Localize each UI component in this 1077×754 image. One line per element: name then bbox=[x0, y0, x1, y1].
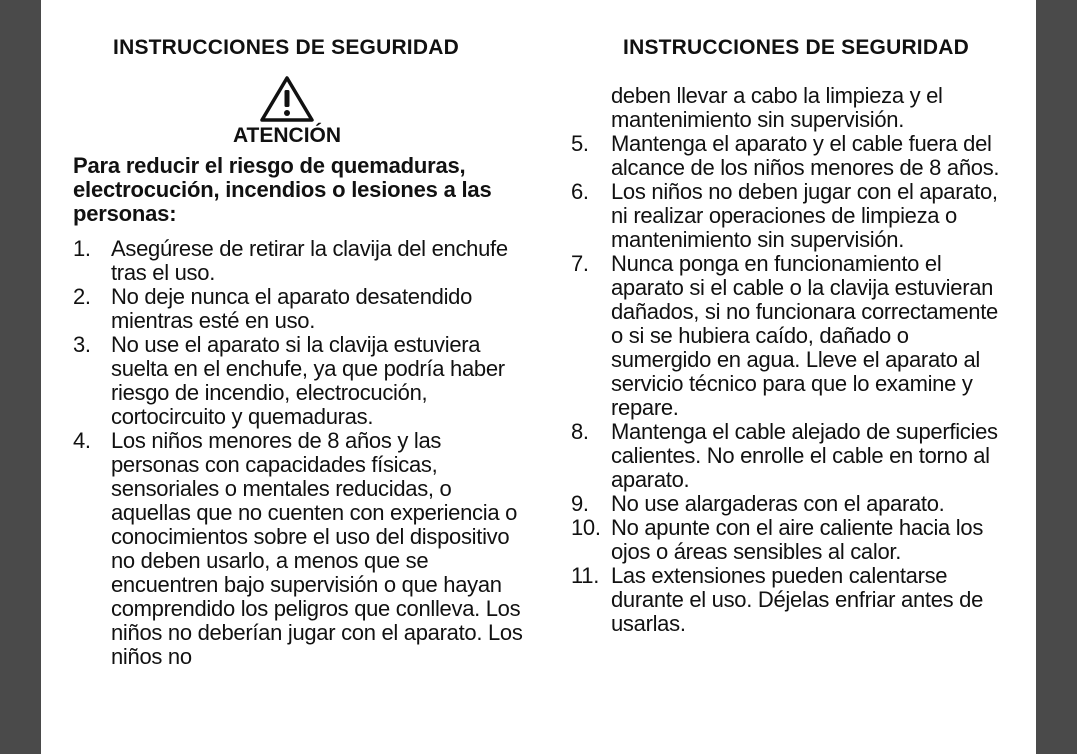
item-number: 9. bbox=[571, 491, 589, 516]
item-text: No apunte con el aire caliente hacia los ojos o áreas sensibles al calor. bbox=[611, 515, 984, 564]
list-item bbox=[73, 237, 528, 285]
attention-label: ATENCIÓN bbox=[232, 124, 342, 147]
list-item bbox=[73, 333, 528, 429]
item-number: 4. bbox=[73, 428, 91, 453]
list-item bbox=[571, 252, 1011, 420]
list-item bbox=[571, 492, 1011, 516]
item-number: 11. bbox=[571, 563, 600, 588]
list-item bbox=[571, 84, 1011, 132]
item-text: Las extensiones pueden calentarse durante el uso. Déjelas enfriar antes de usarlas. bbox=[611, 563, 984, 636]
item-number: 7. bbox=[571, 251, 589, 276]
list-item bbox=[571, 564, 1011, 636]
item-text: No deje nunca el aparato desatendido mientras esté en uso. bbox=[111, 284, 473, 333]
item-number: 3. bbox=[73, 332, 91, 357]
item-number: 5. bbox=[571, 131, 589, 156]
right-heading: INSTRUCCIONES DE SEGURIDAD bbox=[623, 36, 969, 59]
item-text: Los niños menores de 8 años y las personas con capacidades físicas, sensoriales o mentales reducidas, o aquellas que no cuenten con experiencia o conocimientos sobre el uso del dispositivo no deben usarlo, a menos que se encuentren bajo supervisión o que hayan comprendido los peligros que conlleva. Los niños no deberían jugar con el aparato. Los niños no bbox=[111, 428, 523, 669]
list-item bbox=[73, 429, 528, 669]
list-item bbox=[571, 516, 1011, 564]
risk-statement: Para reducir el riesgo de quemaduras, electrocución, incendios o lesiones a las personas: bbox=[73, 153, 492, 226]
left-instruction-list bbox=[73, 237, 528, 669]
list-item bbox=[73, 285, 528, 333]
left-heading: INSTRUCCIONES DE SEGURIDAD bbox=[113, 36, 459, 59]
list-item bbox=[571, 420, 1011, 492]
item-text: No use alargaderas con el aparato. bbox=[611, 491, 945, 516]
item-text: Los niños no deben jugar con el aparato, ni realizar operaciones de limpieza o mantenimiento sin supervisión. bbox=[611, 179, 998, 252]
item-text: Mantenga el cable alejado de superficies calientes. No enrolle el cable en torno al aparato. bbox=[611, 419, 998, 492]
manual-page bbox=[41, 0, 1036, 754]
item-text: Nunca ponga en funcionamiento el aparato si el cable o la clavija estuvieran dañados, si no funcionara correctamente o si se hubiera caído, dañado o sumergido en agua. Lleve el aparato al servicio técnico para que lo examine y repare. bbox=[611, 251, 998, 420]
item-text: deben llevar a cabo la limpieza y el mantenimiento sin supervisión. bbox=[611, 83, 943, 132]
warning-triangle-icon bbox=[259, 74, 315, 124]
item-text: Mantenga el aparato y el cable fuera del alcance de los niños menores de 8 años. bbox=[611, 131, 1000, 180]
item-text: Asegúrese de retirar la clavija del enchufe tras el uso. bbox=[111, 236, 508, 285]
item-text: No use el aparato si la clavija estuviera suelta en el enchufe, ya que podría haber riesgo de incendio, electrocución, cortocircuito y quemaduras. bbox=[111, 332, 505, 429]
right-instruction-list bbox=[571, 84, 1011, 636]
item-number: 10. bbox=[571, 515, 601, 540]
item-number: 2. bbox=[73, 284, 91, 309]
list-item bbox=[571, 132, 1011, 180]
list-item bbox=[571, 180, 1011, 252]
item-number: 6. bbox=[571, 179, 589, 204]
item-number: 8. bbox=[571, 419, 589, 444]
item-number: 1. bbox=[73, 236, 91, 261]
